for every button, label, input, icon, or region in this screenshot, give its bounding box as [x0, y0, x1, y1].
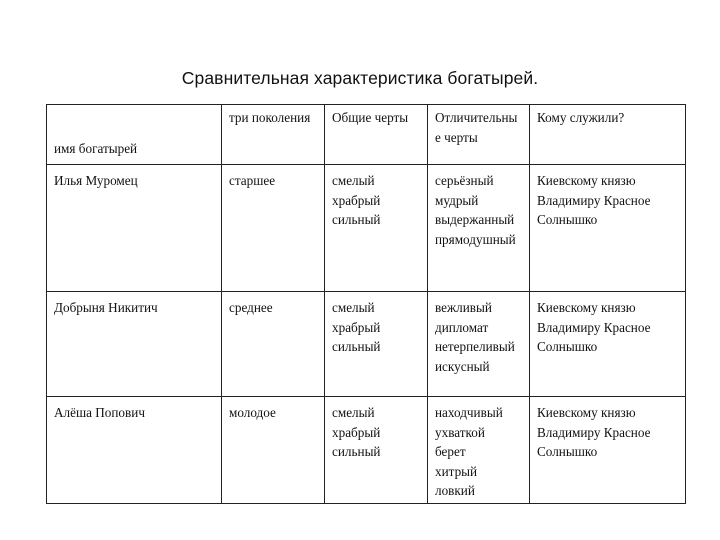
hero-common-traits [325, 292, 428, 397]
hero-served [530, 397, 686, 504]
page-title: Сравнительная характеристика богатырей. [181, 68, 539, 88]
trait: ловкий [435, 483, 475, 498]
served-line: Солнышко [537, 444, 598, 459]
hero-generation: среднее [222, 292, 325, 397]
served-line: Киевскому князю [537, 405, 636, 420]
trait: храбрый [332, 192, 381, 208]
header-common: Общие черты [325, 105, 428, 165]
trait: серьёзный [435, 173, 494, 188]
hero-common-traits [325, 397, 428, 504]
hero-distinctive-traits [428, 397, 530, 504]
trait: сильный [332, 339, 381, 354]
hero-generation: старшее [222, 165, 325, 292]
trait: сильный [332, 212, 381, 227]
trait: прямодушный [435, 231, 516, 247]
hero-generation: молодое [222, 397, 325, 504]
hero-served [530, 292, 686, 397]
table-row [47, 292, 686, 397]
table-header-row [47, 105, 686, 165]
trait: храбрый [332, 424, 381, 440]
hero-served [530, 165, 686, 292]
trait: нетерпеливый [435, 339, 515, 354]
header-name: имя богатырей [47, 105, 222, 165]
served-line: Владимиру Красное [537, 192, 651, 208]
header-generation: три поколения [222, 105, 325, 165]
served-line: Солнышко [537, 212, 598, 227]
header-served: Кому служили? [530, 105, 686, 165]
trait: дипломат [435, 319, 489, 335]
trait: храбрый [332, 319, 381, 335]
trait: берет [435, 444, 466, 459]
header-distinctive: Отличительные черты [428, 105, 530, 165]
served-line: Киевскому князю [537, 173, 636, 188]
hero-distinctive-traits [428, 292, 530, 397]
hero-common-traits [325, 165, 428, 292]
table-row [47, 397, 686, 504]
served-line: Владимиру Красное [537, 319, 651, 335]
trait: вежливый [435, 300, 492, 315]
trait: ухваткой [435, 424, 485, 440]
hero-name: Добрыня Никитич [47, 292, 222, 397]
trait: мудрый [435, 192, 479, 208]
hero-distinctive-traits [428, 165, 530, 292]
trait: искусный [435, 358, 490, 374]
trait: смелый [332, 173, 375, 188]
trait: смелый [332, 405, 375, 420]
served-line: Киевскому князю [537, 300, 636, 315]
trait: находчивый [435, 405, 503, 420]
served-line: Владимиру Красное [537, 424, 651, 440]
comparison-table [46, 104, 686, 504]
trait: смелый [332, 300, 375, 315]
trait: сильный [332, 444, 381, 459]
trait: выдержанный [435, 212, 515, 227]
table-row [47, 165, 686, 292]
hero-name: Илья Муромец [47, 165, 222, 292]
served-line: Солнышко [537, 339, 598, 354]
trait: хитрый [435, 463, 478, 479]
hero-name: Алёша Попович [47, 397, 222, 504]
